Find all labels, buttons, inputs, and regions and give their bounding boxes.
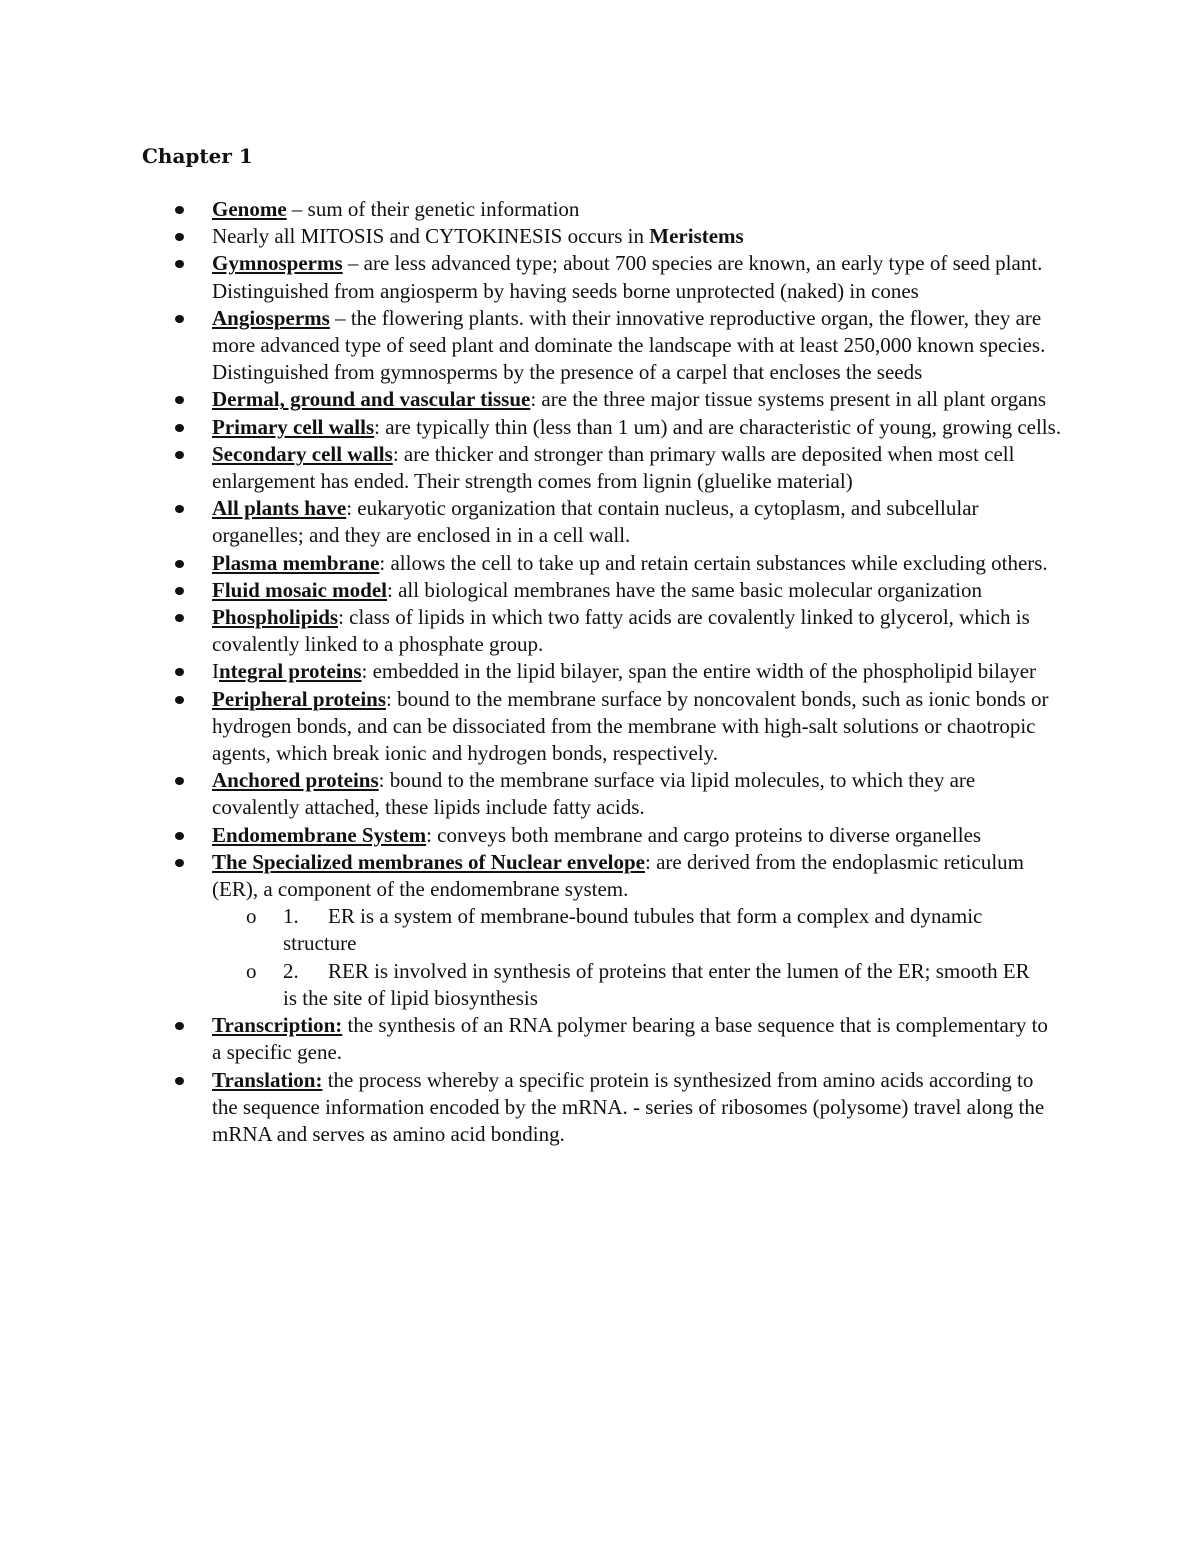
term: All plants have — [212, 496, 347, 521]
chapter-title: Chapter 1 — [142, 144, 253, 168]
term: Angiosperms — [212, 305, 330, 330]
list-item — [212, 386, 1062, 413]
definition: : class of lipids in which two fatty acids are covalently linked to glycerol, which is covalently linked to a phosphate group. — [212, 605, 1030, 657]
list-item — [212, 577, 1062, 604]
term: Fluid mosaic model — [212, 577, 388, 602]
definition: : are typically thin (less than 1 um) and are characteristic of young, growing cells. — [374, 414, 1062, 439]
term: Plasma membrane — [212, 550, 380, 575]
item-number: 2. — [283, 958, 299, 983]
bullet-icon — [175, 560, 184, 568]
circle-bullet-icon: o — [246, 904, 257, 929]
term: Peripheral proteins — [212, 686, 387, 711]
term: ntegral proteins — [219, 659, 362, 684]
definition: : conveys both membrane and cargo proteins to diverse organelles — [426, 822, 982, 847]
list-item — [212, 767, 1062, 821]
term: Primary cell walls — [212, 414, 375, 439]
list-item — [212, 1012, 1062, 1066]
list-item — [212, 495, 1062, 549]
list-item — [212, 550, 1062, 577]
bullet-icon — [175, 424, 184, 432]
list-item — [212, 441, 1062, 495]
bullet-icon — [175, 614, 184, 622]
term: Gymnosperms — [212, 251, 343, 276]
circle-bullet-icon: o — [246, 958, 257, 983]
list-item — [212, 196, 1062, 223]
list-item — [212, 250, 1062, 304]
term: Transcription: — [212, 1013, 343, 1038]
list-item — [212, 414, 1062, 441]
bullet-icon — [175, 233, 184, 241]
bullet-icon — [175, 396, 184, 404]
definition: : all biological membranes have the same basic molecular organization — [387, 577, 982, 602]
bullet-icon — [175, 260, 184, 268]
notes-list — [212, 196, 1062, 1148]
term: Dermal, ground and vascular tissue — [212, 387, 531, 412]
term: Phospholipids — [212, 605, 339, 630]
definition: the synthesis of an RNA polymer bearing a base sequence that is complementary to a specific gene. — [212, 1013, 1048, 1065]
list-item — [212, 223, 1062, 250]
sub-list — [246, 903, 1043, 1012]
definition: : are thicker and stronger than primary walls are deposited when most cell enlargement has ended. Their strength comes from lignin (gluelike material) — [212, 441, 1015, 494]
bullet-icon — [175, 832, 184, 840]
definition: : allows the cell to take up and retain certain substances while excluding others. — [379, 550, 1048, 575]
bullet-icon — [175, 696, 184, 704]
definition: the process whereby a specific protein is synthesized from amino acids according to the sequence information encoded by the mRNA. - series of ribosomes (polysome) travel along the mRNA and serves as amino acid bonding. — [212, 1067, 1045, 1146]
bullet-icon — [175, 206, 184, 214]
definition: : bound to the membrane surface via lipid molecules, to which they are covalently attached, these lipids include fatty acids. — [212, 768, 976, 820]
bullet-icon — [175, 1077, 184, 1085]
term: Endomembrane System — [212, 822, 427, 847]
sub-item-text: ER is a system of membrane-bound tubules that form a complex and dynamic structure — [283, 904, 983, 956]
definition: – are less advanced type; about 700 species are known, an early type of seed plant. Distinguished from angiosperm by having seeds borne unprotected (naked) in cones — [212, 251, 1043, 303]
bullet-icon — [175, 668, 184, 676]
definition: : are derived from the endoplasmic reticulum (ER), a component of the endomembrane system. — [212, 849, 1025, 902]
sub-item-text: RER is involved in synthesis of proteins that enter the lumen of the ER; smooth ER is the site of lipid biosynthesis — [283, 958, 1030, 1010]
list-item — [212, 849, 1062, 1012]
item-number: 1. — [283, 904, 299, 929]
term: Genome — [212, 197, 287, 221]
bullet-icon — [175, 315, 184, 323]
term-prefix: I — [212, 659, 219, 684]
term: The Specialized membranes of Nuclear envelope — [212, 849, 645, 874]
term: Translation: — [212, 1067, 323, 1092]
definition: : are the three major tissue systems present in all plant organs — [530, 387, 1047, 412]
emphasis: Meristems — [649, 224, 744, 249]
definition: Nearly all MITOSIS and CYTOKINESIS occurs in — [212, 224, 650, 249]
list-item — [212, 1067, 1062, 1149]
definition: : embedded in the lipid bilayer, span the entire width of the phospholipid bilayer — [361, 659, 1037, 684]
list-item — [212, 658, 1062, 685]
bullet-icon — [175, 451, 184, 459]
definition: – the flowering plants. with their innovative reproductive organ, the flower, they are more advanced type of seed plant and dominate the landscape with at least 250,000 known species. Distinguished from gymnosperms by the presence of a carpel that encloses the seeds — [212, 305, 1046, 385]
term: Secondary cell walls — [212, 441, 393, 466]
list-item — [212, 822, 1062, 849]
bullet-icon — [175, 505, 184, 513]
definition: : bound to the membrane surface by noncovalent bonds, such as ionic bonds or hydrogen bonds, and can be dissociated from the membrane with high-salt solutions or chaotropic agents, which break ionic and hydrogen bonds, respectively. — [212, 686, 1049, 766]
list-item — [212, 686, 1062, 768]
list-item — [212, 305, 1062, 387]
term: Anchored proteins — [212, 768, 379, 793]
bullet-icon — [175, 587, 184, 595]
sub-list-item — [246, 903, 1043, 957]
bullet-icon — [175, 1022, 184, 1030]
bullet-icon — [175, 777, 184, 785]
definition: – sum of their genetic information — [286, 197, 580, 221]
list-item — [212, 604, 1062, 658]
sub-list-item — [246, 958, 1043, 1012]
bullet-icon — [175, 859, 184, 867]
definition: : eukaryotic organization that contain nucleus, a cytoplasm, and subcellular organelles; and they are enclosed in in a cell wall. — [212, 496, 979, 548]
